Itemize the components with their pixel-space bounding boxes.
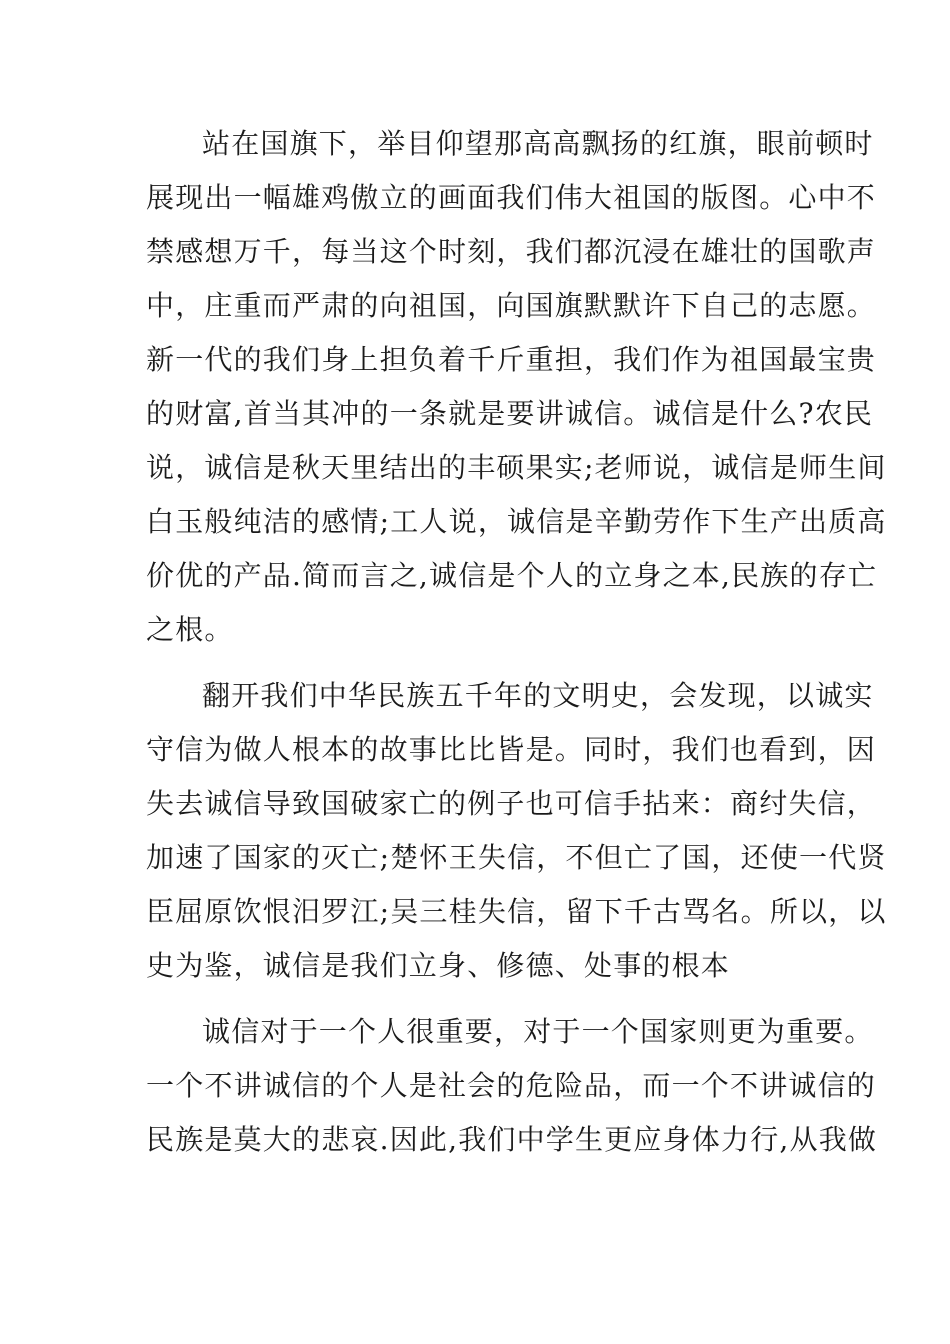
paragraph-line: 站在国旗下，举目仰望那高高飘扬的红旗，眼前顿时 (202, 127, 874, 160)
paragraph-line: 守信为做人根本的故事比比皆是。同时，我们也看到，因 (146, 733, 877, 766)
paragraph-line: 诚信对于一个人很重要，对于一个国家则更为重要。 (202, 1015, 874, 1048)
paragraph-line: 中，庄重而严肃的向祖国，向国旗默默许下自己的志愿。 (146, 289, 877, 322)
paragraph-line: 之根。 (146, 613, 234, 646)
document-body (146, 117, 887, 1167)
paragraph-2 (146, 669, 887, 993)
paragraph-line: 白玉般纯洁的感情;工人说，诚信是辛勤劳作下生产出质高 (146, 505, 887, 538)
paragraph-line: 价优的产品.简而言之,诚信是个人的立身之本,民族的存亡 (146, 559, 878, 592)
paragraph-line: 臣屈原饮恨汨罗江;吴三桂失信，留下千古骂名。所以，以 (146, 895, 887, 928)
paragraph-line: 一个不讲诚信的个人是社会的危险品，而一个不讲诚信的 (146, 1069, 877, 1102)
paragraph-line: 新一代的我们身上担负着千斤重担，我们作为祖国最宝贵 (146, 343, 877, 376)
paragraph-3 (146, 1005, 878, 1167)
paragraph-line: 的财富,首当其冲的一条就是要讲诚信。诚信是什么?农民 (146, 397, 874, 430)
paragraph-line: 翻开我们中华民族五千年的文明史，会发现，以诚实 (202, 679, 874, 712)
paragraph-line: 失去诚信导致国破家亡的例子也可信手拈来：商纣失信， (146, 787, 877, 820)
paragraph-line: 史为鉴，诚信是我们立身、修德、处事的根本 (146, 949, 731, 982)
paragraph-line: 说，诚信是秋天里结出的丰硕果实;老师说，诚信是师生间 (146, 451, 887, 484)
paragraph-1 (146, 117, 887, 657)
paragraph-line: 加速了国家的灭亡;楚怀王失信，不但亡了国，还使一代贤 (146, 841, 887, 874)
paragraph-line: 禁感想万千，每当这个时刻，我们都沉浸在雄壮的国歌声 (146, 235, 877, 268)
paragraph-line: 民族是莫大的悲哀.因此,我们中学生更应身体力行,从我做 (146, 1123, 878, 1156)
paragraph-line: 展现出一幅雄鸡傲立的画面我们伟大祖国的版图。心中不 (146, 181, 877, 214)
